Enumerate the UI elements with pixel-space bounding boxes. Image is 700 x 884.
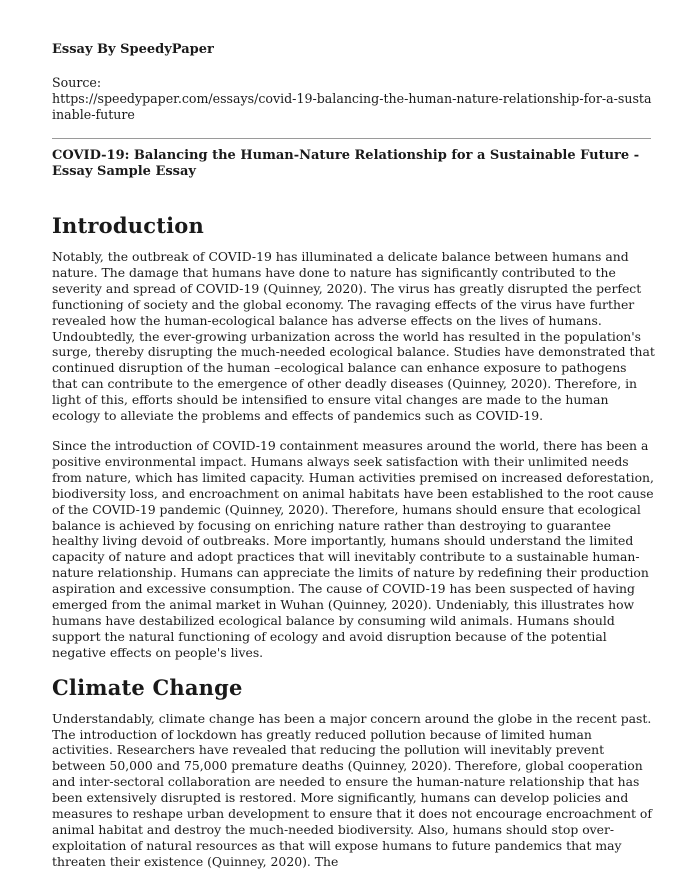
source-label: Source: — [52, 75, 102, 90]
paragraph: Understandably, climate change has been a major concern around the globe in the recent past. The introduction of lockdown has greatly reduced pollution because of limited human activities. Researchers have revealed that reducing the pollution will inevitably prevent between 50,000 and 75,000 premature deaths (Quinney, 2020). Therefore, global cooperation and inter-sectoral collaboration are needed to ensure the human-nature relationship that has been extensively disrupted is restored. More significantly, humans can develop policies and measures to reshape urban development to ensure that it does not encourage encroachment of animal habitat and destroy the much-needed biodiversity. Also, humans should stop over-exploitation of natural resources as that will expose humans to future pandemics that may threaten their existence (Quinney, 2020). The — [52, 710, 652, 869]
section-heading-introduction: Introduction — [52, 213, 204, 238]
essay-body — [52, 213, 655, 884]
source-block — [52, 75, 652, 123]
section-heading-climate-change: Climate Change — [52, 674, 243, 700]
header-divider — [52, 138, 651, 139]
site-title: Essay By SpeedyPaper — [52, 42, 214, 57]
source-url-link[interactable]: https://speedypaper.com/essays/covid-19-balancing-the-human-nature-relationship-for-a-sustainable-future — [52, 91, 652, 122]
document-header — [52, 42, 652, 123]
paragraph: Since the introduction of COVID-19 containment measures around the world, there has been a positive environmental impact. Humans always seek satisfaction with their unlimited needs from nature, which has limited capacity. Human activities premised on increased deforestation, biodiversity loss, and encroachment on animal habitats have been established to the root cause of the COVID-19 pandemic (Quinney, 2020). Therefore, humans should ensure that ecological balance is achieved by focusing on enriching nature rather than destroying to guarantee healthy living devoid of outbreaks. More importantly, humans should understand the limited capacity of nature and adopt practices that will inevitably contribute to a sustainable human-nature relationship. Humans can appreciate the limits of nature by redefining their production aspiration and excessive consumption. The cause of COVID-19 has been suspected of having emerged from the animal market in Wuhan (Quinney, 2020). Undeniably, this illustrates how humans have destabilized ecological balance by consuming wild animals. Humans should support the natural functioning of ecology and avoid disruption because of the potential negative effects on people's lives. — [52, 437, 654, 660]
paragraph: Notably, the outbreak of COVID-19 has illuminated a delicate balance between humans and nature. The damage that humans have done to nature has significantly contributed to the severity and spread of COVID-19 (Quinney, 2020). The virus has greatly disrupted the perfect functioning of society and the global economy. The ravaging effects of the virus have further revealed how the human-ecological balance has adverse effects on the lives of humans. Undoubtedly, the ever-growing urbanization across the world has resulted in the population's surge, thereby disrupting the much-needed ecological balance. Studies have demonstrated that continued disruption of the human –ecological balance can enhance exposure to pathogens that can contribute to the emergence of other deadly diseases (Quinney, 2020). Therefore, in light of this, efforts should be intensified to ensure vital changes are made to the human ecology to alleviate the problems and effects of pandemics such as COVID-19. — [52, 249, 655, 424]
essay-title: COVID-19: Balancing the Human-Nature Relationship for a Sustainable Future - Essay Sample Essay — [52, 148, 640, 179]
